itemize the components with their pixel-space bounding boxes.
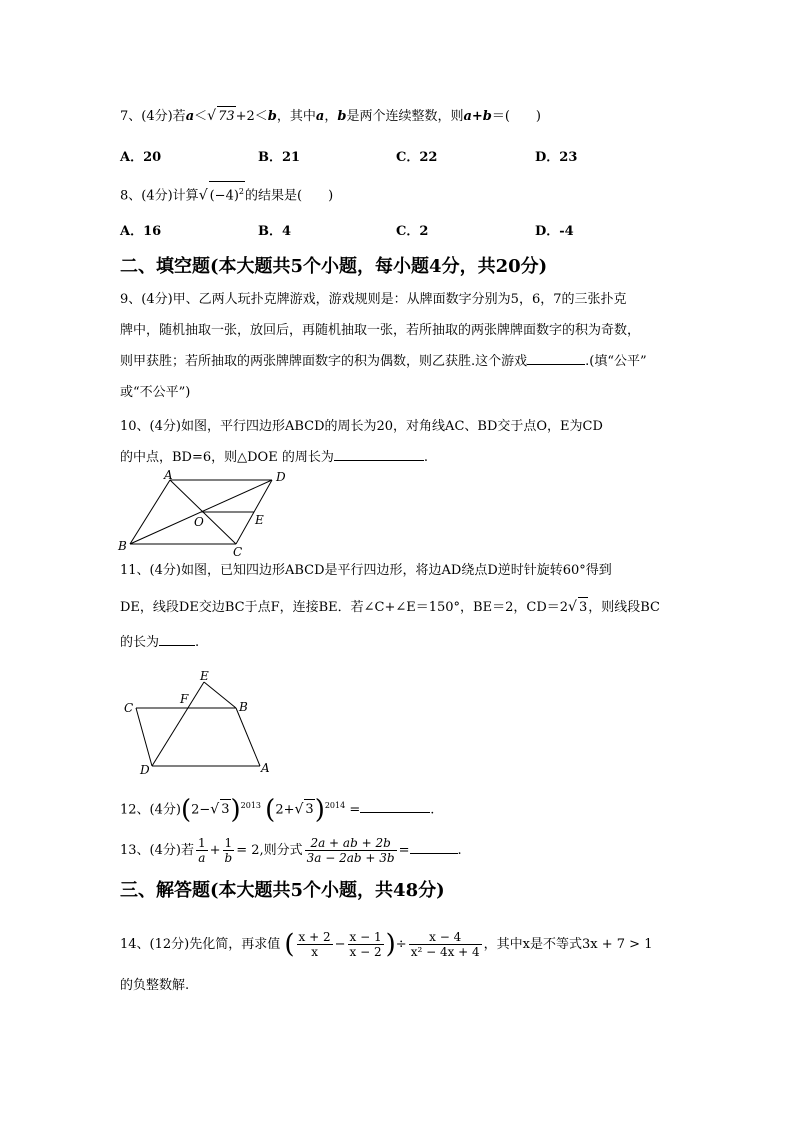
q14-prefix: 14、(12分)先化简，再求值: [120, 937, 281, 952]
q7-var-b: b: [267, 109, 277, 124]
q7-var-b2: b: [337, 109, 347, 124]
q7-mid: ，其中: [276, 109, 316, 124]
q10-line-2-text: 的中点，BD=6，则△DOE 的周长为: [120, 450, 334, 465]
q11-line-2-text: DE，线段DE交边BC于点F，连接BE．若∠C+∠E＝150°，BE＝2，CD＝2: [120, 600, 569, 615]
q14-line-2: 的负整数解.: [120, 978, 190, 993]
q11-edge-cd: [136, 708, 152, 766]
q13-frac-1-over-b: [223, 836, 235, 865]
q10-edge-ab: [130, 480, 170, 544]
q11-line-2: [120, 597, 660, 618]
q8-exponent: 2: [238, 187, 245, 196]
q10-label-d: D: [276, 470, 286, 484]
q9-line-3-end: .(填“公平”: [585, 354, 647, 369]
q7-radical-sign: √: [207, 108, 217, 124]
q14-frac1-num: x + 2: [298, 930, 331, 944]
q11-label-f: F: [180, 692, 189, 706]
q12-paren-open-1: (: [180, 794, 192, 825]
q12-radicand-1: 3: [220, 799, 230, 820]
q13-end: .: [457, 843, 462, 858]
q14-frac-2: [348, 930, 384, 959]
question-8: [120, 181, 333, 206]
q12-factor-2: 2+: [275, 802, 295, 818]
q11-label-a: A: [261, 761, 270, 775]
q13-frac-1-over-a: [196, 836, 208, 865]
q11-segment-eb: [204, 682, 236, 708]
q7-option-b: B．21: [258, 150, 301, 165]
q13-plus: +: [209, 843, 221, 858]
q12-paren-close-1: ): [230, 794, 241, 825]
q11-radical-sign: √: [568, 599, 577, 615]
q7-text2: 是两个连续整数，则: [346, 109, 464, 124]
q8-radicand-wrap: [209, 181, 245, 206]
q9-line-3: [120, 352, 647, 372]
q9-line-2: 牌中，随机抽取一张，放回后，再随机抽取一张，若所抽取的两张牌牌面数字的积为奇数，: [120, 323, 641, 338]
q7-option-d: D．23: [535, 150, 578, 165]
question-12: [120, 794, 435, 825]
q12-factor-1: 2−: [191, 802, 211, 818]
q11-label-e: E: [200, 669, 209, 683]
q9-line-3-text: 则甲获胜；若所抽取的两张牌牌面数字的积为偶数，则乙获胜.这个游戏: [120, 354, 528, 369]
q8-option-b: B．4: [258, 224, 292, 239]
q10-label-b: B: [118, 539, 127, 553]
q11-segment-de: [152, 682, 204, 766]
q13-frac2-num: 1: [223, 836, 235, 851]
q11-line-3: [120, 633, 199, 653]
q14-frac-3: [409, 930, 482, 959]
q8-radicand: (−4): [209, 188, 239, 204]
q13-prefix: 13、(4分)若: [120, 843, 194, 858]
q11-label-d: D: [140, 763, 150, 777]
q11-line-3-end: .: [195, 635, 200, 650]
q13-frac1-den: a: [198, 851, 206, 865]
question-14: [120, 930, 652, 959]
q12-answer-blank[interactable]: [360, 812, 430, 813]
q10-label-c: C: [233, 545, 243, 558]
q13-condition: = 2,则分式: [236, 843, 303, 858]
question-13: [120, 836, 462, 865]
q12-equals: =: [349, 802, 361, 818]
question-7: [120, 106, 541, 127]
q7-var-a2: a: [315, 109, 325, 124]
q14-frac3-den: x² − 4x + 4: [410, 945, 480, 959]
q10-label-o: O: [194, 515, 204, 529]
q10-line-1: 10、(4分)如图，平行四边形ABCD的周长为20，对角线AC、BD交于点O，E为CD: [120, 419, 603, 434]
q11-edge-ba: [236, 708, 260, 766]
q11-line-3-text: 的长为: [120, 635, 160, 650]
q13-main-den: 3a − 2ab + 3b: [306, 851, 395, 865]
q8-radical-sign: √: [198, 187, 208, 204]
q11-line-2-end: ，则线段BC: [588, 600, 660, 615]
q12-exponent-2: 2014: [324, 801, 346, 810]
q13-answer-blank[interactable]: [410, 853, 458, 854]
q12-radicand-2: 3: [304, 799, 314, 820]
q8-suffix: 的结果是( ): [245, 188, 334, 204]
q9-answer-blank[interactable]: [527, 364, 585, 365]
q12-end: .: [430, 802, 435, 818]
q11-parallelogram-figure: [118, 668, 280, 780]
q7-option-a: A．20: [120, 150, 162, 165]
q12-paren-open-2: (: [265, 794, 276, 825]
q7-radicand: 73: [217, 106, 236, 127]
q10-line-2: [120, 448, 428, 468]
q14-paren-open: (: [284, 929, 295, 960]
q7-lt: ＜: [194, 109, 208, 124]
q13-main-num: 2a + ab + 2b: [305, 836, 397, 851]
q7-var-a: a: [185, 109, 195, 124]
q11-radicand: 3: [578, 597, 588, 618]
q12-exponent-1: 2013: [240, 801, 262, 810]
q10-parallelogram-figure: [112, 470, 297, 558]
q10-label-e: E: [255, 513, 264, 527]
q14-suffix: ，其中x是不等式3x + 7 > 1: [483, 937, 653, 952]
q8-option-a: A．16: [120, 224, 162, 239]
q11-line-1: 11、(4分)如图，已知四边形ABCD是平行四边形，将边AD绕点D逆时针旋转60°得到: [120, 563, 612, 578]
q9-line-1: 9、(4分)甲、乙两人玩扑克牌游戏，游戏规则是：从牌面数字分别为5，6，7的三张扑克: [120, 292, 627, 307]
q7-comma: ，: [324, 109, 338, 124]
q10-answer-blank[interactable]: [334, 460, 424, 461]
q14-frac2-den: x − 2: [349, 945, 382, 959]
q13-equals: =: [398, 843, 410, 858]
q7-eq: ＝( ): [491, 109, 542, 124]
q11-label-b: B: [239, 700, 248, 714]
q13-frac1-num: 1: [197, 836, 206, 850]
section-3-heading: 三、解答题(本大题共5个小题，共48分): [120, 880, 445, 901]
q10-label-a: A: [164, 470, 173, 482]
q13-main-fraction: [305, 836, 397, 865]
q12-radical-2: √: [294, 801, 304, 818]
q8-option-c: C．2: [396, 224, 429, 239]
section-2-heading: 二、填空题(本大题共5个小题，每小题4分，共20分): [120, 256, 548, 277]
q14-frac2-num: x − 1: [349, 930, 382, 944]
q9-line-4: 或“不公平”): [120, 385, 191, 400]
q14-frac3-num: x − 4: [409, 930, 482, 945]
q12-radical-1: √: [210, 801, 220, 818]
q14-frac1-den: x: [311, 945, 318, 959]
q13-frac2-den: b: [224, 851, 233, 865]
q8-prefix: 8、(4分)计算: [120, 188, 199, 204]
q14-paren-close: ): [385, 929, 396, 960]
q8-option-d: D．-4: [535, 224, 574, 239]
q14-minus: −: [334, 937, 346, 952]
q14-frac-1: [297, 930, 333, 959]
q14-divide: ÷: [395, 937, 407, 952]
q7-prefix: 7、(4分)若: [120, 109, 186, 124]
q7-option-c: C．22: [396, 150, 438, 165]
q12-prefix: 12、(4分): [120, 802, 181, 818]
q12-paren-close-2: ): [314, 794, 325, 825]
q11-label-c: C: [124, 701, 134, 715]
q7-after-sqrt: +2＜: [235, 109, 268, 124]
q10-line-2-end: .: [423, 450, 428, 465]
q11-answer-blank[interactable]: [159, 645, 195, 646]
q7-a-plus-b: a+b: [463, 109, 492, 124]
